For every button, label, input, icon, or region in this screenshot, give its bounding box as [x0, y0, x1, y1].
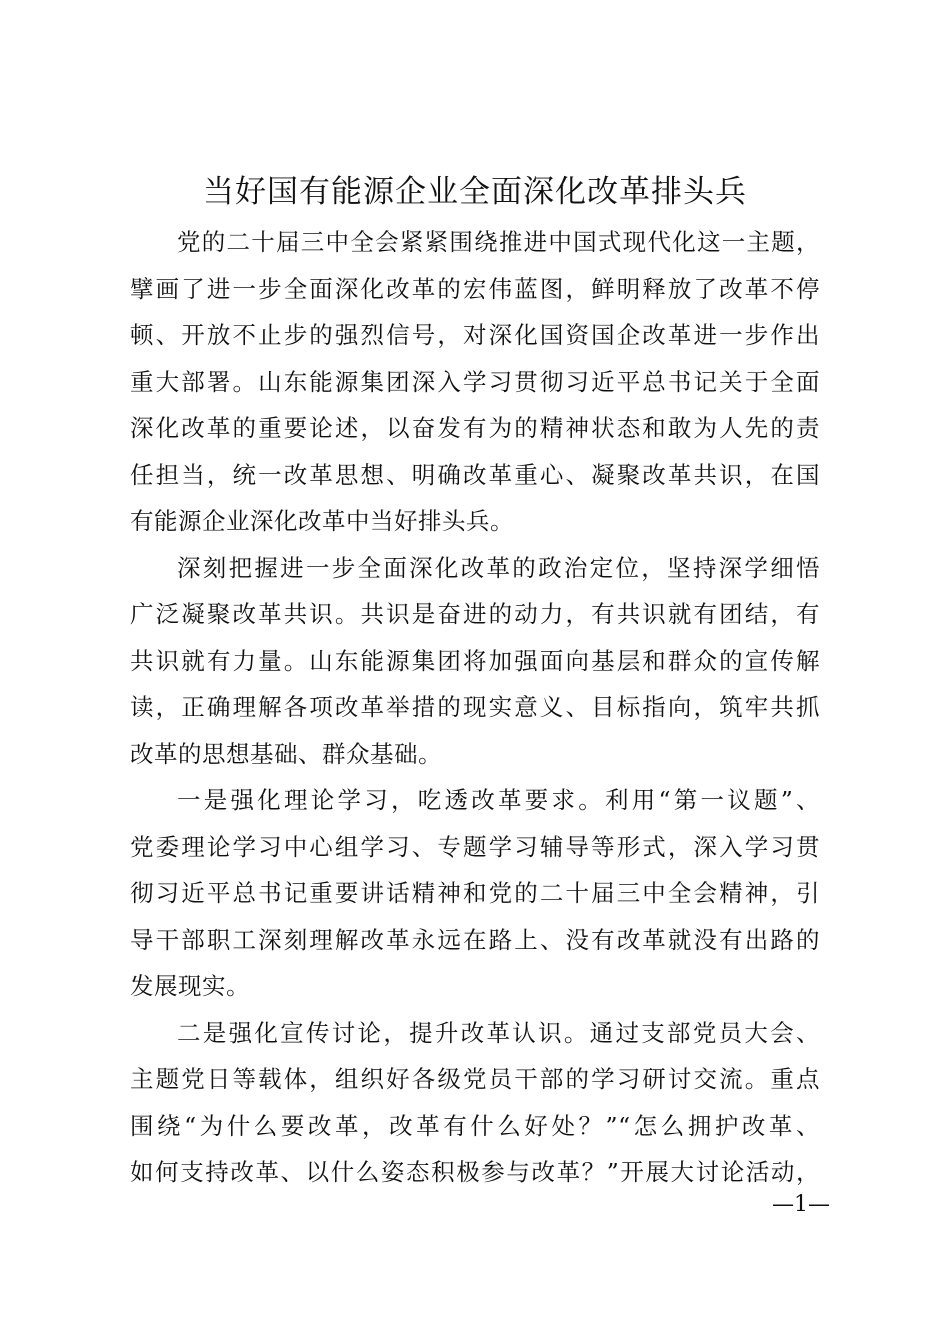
document-title: 当好国有能源企业全面深化改革排头兵 — [203, 174, 747, 210]
paragraph-3 — [130, 777, 820, 1010]
text-line: 围绕“为什么要改革，改革有什么好处？”“怎么拥护改革、 — [130, 1111, 820, 1140]
text-line: 读，正确理解各项改革举措的现实意义、目标指向，筑牢共抓 — [130, 693, 820, 721]
text-line: 如何支持改革、以什么姿态积极参与改革？”开展大讨论活动， — [130, 1158, 820, 1186]
text-line: 党的二十届三中全会紧紧围绕推进中国式现代化这一主题， — [177, 228, 820, 256]
paragraph-1 — [130, 219, 820, 545]
text-line: 擘画了进一步全面深化改革的宏伟蓝图，鲜明释放了改革不停 — [130, 274, 820, 303]
text-line: 一是强化理论学习，吃透改革要求。利用“第一议题”、 — [177, 786, 820, 814]
text-line: 广泛凝聚改革共识。共识是奋进的动力，有共识就有团结，有 — [130, 600, 820, 628]
text-line: 任担当，统一改革思想、明确改革重心、凝聚改革共识，在国 — [130, 460, 820, 489]
text-line: 深刻把握进一步全面深化改革的政治定位，坚持深学细悟 — [177, 553, 820, 582]
page-number: —1— — [772, 1192, 830, 1217]
text-line: 深化改革的重要论述，以奋发有为的精神状态和敢为人先的责 — [130, 414, 820, 442]
text-line: 彻习近平总书记重要讲话精神和党的二十届三中全会精神，引 — [130, 879, 820, 907]
text-line: 顿、开放不止步的强烈信号，对深化国资国企改革进一步作出 — [130, 321, 820, 349]
paragraph-4 — [130, 1010, 820, 1196]
paragraph-2 — [130, 545, 820, 778]
text-line: 导干部职工深刻理解改革永远在路上、没有改革就没有出路的 — [130, 925, 820, 954]
text-line: 有能源企业深化改革中当好排头兵。 — [130, 507, 514, 535]
document-body — [130, 219, 820, 1196]
text-line: 主题党日等载体，组织好各级党员干部的学习研讨交流。重点 — [130, 1065, 820, 1093]
text-line: 党委理论学习中心组学习、专题学习辅导等形式，深入学习贯 — [130, 832, 820, 861]
text-line: 二是强化宣传讨论，提升改革认识。通过支部党员大会、 — [177, 1018, 820, 1047]
text-line: 发展现实。 — [130, 972, 250, 1000]
text-line: 改革的思想基础、群众基础。 — [130, 739, 442, 768]
text-line: 共识就有力量。山东能源集团将加强面向基层和群众的宣传解 — [130, 646, 820, 675]
text-line: 重大部署。山东能源集团深入学习贯彻习近平总书记关于全面 — [130, 367, 820, 396]
